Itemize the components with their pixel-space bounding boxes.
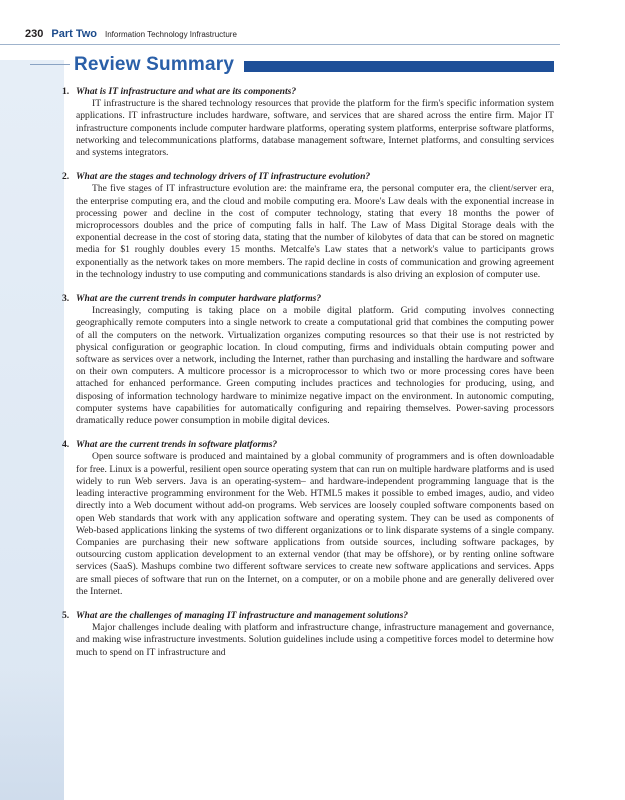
section-title-bar [244, 61, 554, 72]
list-item [62, 439, 554, 598]
item-number: 2. [62, 171, 70, 183]
item-answer: Increasingly, computing is taking place on a mobile digital platform. Grid computing involves connecting geographically remote computers into a single network to create a computational grid that combines the computing power of all the computers on the network. Virtualization organizes computing resources so that their use is not restricted by physical configuration or geographic location. In cloud computing, firms and individuals obtain computing power and software as services over a network, including the Internet, rather than purchasing and installing the hardware and software on their own computers. A multicore processor is a microprocessor to which two or more processing cores have been attached for enhanced performance. Green computing includes practices and technologies for producing, using, and disposing of information technology hardware to minimize negative impact on the environment. In autonomic computing, computer systems have capabilities for automatically configuring and repairing themselves. Power-saving processors dramatically reduce power consumption in mobile digital devices. [76, 305, 554, 427]
item-number: 4. [62, 439, 70, 451]
item-question: What are the stages and technology drivers of IT infrastructure evolution? [76, 171, 371, 183]
part-label: Part Two [51, 28, 97, 40]
section-title: Review Summary [74, 54, 235, 75]
header-rule [0, 44, 560, 45]
list-item [62, 293, 554, 427]
section-tick [30, 64, 70, 65]
chapter-title: Information Technology Infrastructure [105, 30, 237, 39]
item-answer: The five stages of IT infrastructure evolution are: the mainframe era, the personal computer era, the client/server era, the enterprise computing era, and the cloud and mobile computing era. Moore's Law deals with the exponential increase in processing power and decline in the cost of computer technology, stating that every 18 months the power of microprocessors doubles and the price of computing falls in half. The Law of Mass Digital Storage deals with the exponential decrease in the cost of storing data, stating that the number of kilobytes of data that can be stored on magnetic media for $1 roughly doubles every 15 months. Metcalfe's Law states that a network's value to participants grows exponentially as the network takes on more members. The rapid decline in costs of communication and growing agreement in the technology industry to use computing and communications standards is also driving an explosion of computer use. [76, 183, 554, 280]
item-number: 5. [62, 609, 70, 621]
item-answer: Open source software is produced and maintained by a global community of programmers and is often downloadable for free. Linux is a powerful, resilient open source operating system that can run on multiple hardware platforms and is used widely to run Web servers. Java is an operating-system– and hardware-independent programming language that is the leading interactive programming environment for the Web. HTML5 makes it possible to embed images, audio, and video directly into a Web document without add-on programs. Web services are loosely coupled software components based on open Web standards that work with any application software and operating system. They can be used as components of Web-based applications linking the systems of two different organizations or to link disparate systems of a single company. Companies are purchasing their new software applications from outside sources, including software packages, by outsourcing custom application development to an external vendor (that may be offshore), or by renting online software services (SaaS). Mashups combine two different software services to create new software applications and services. Apps are small pieces of software that run on the Internet, on a computer, or on a mobile phone and are generally delivered over the Internet. [76, 451, 554, 597]
item-question: What are the challenges of managing IT infrastructure and management solutions? [76, 609, 409, 621]
list-item [62, 86, 554, 159]
page-number: 230 [25, 28, 44, 40]
item-answer: IT infrastructure is the shared technology resources that provide the platform for the firm's specific information system applications. IT infrastructure includes hardware, software, and services that are shared across the entire firm. Major IT infrastructure components include computer hardware platforms, operating system platforms, enterprise software platforms, networking and telecommunications platforms, database management software, Internet platforms, and consulting services and systems integrators. [76, 98, 554, 159]
list-item [62, 171, 554, 281]
item-question: What is IT infrastructure and what are its components? [76, 86, 297, 97]
item-answer: Major challenges include dealing with platform and infrastructure change, infrastructure management and governance, and making wise infrastructure investments. Solution guidelines include using a competitive forces model to determine how much to spend on IT infrastructure and [76, 622, 554, 658]
review-summary-list [62, 86, 554, 671]
item-number: 3. [62, 293, 70, 305]
item-question: What are the current trends in computer hardware platforms? [76, 293, 322, 305]
list-item [62, 609, 554, 659]
section-header [74, 54, 554, 76]
side-band-shade [0, 670, 64, 800]
running-head [25, 28, 237, 42]
item-number: 1. [62, 86, 70, 97]
item-question: What are the current trends in software platforms? [76, 439, 278, 451]
